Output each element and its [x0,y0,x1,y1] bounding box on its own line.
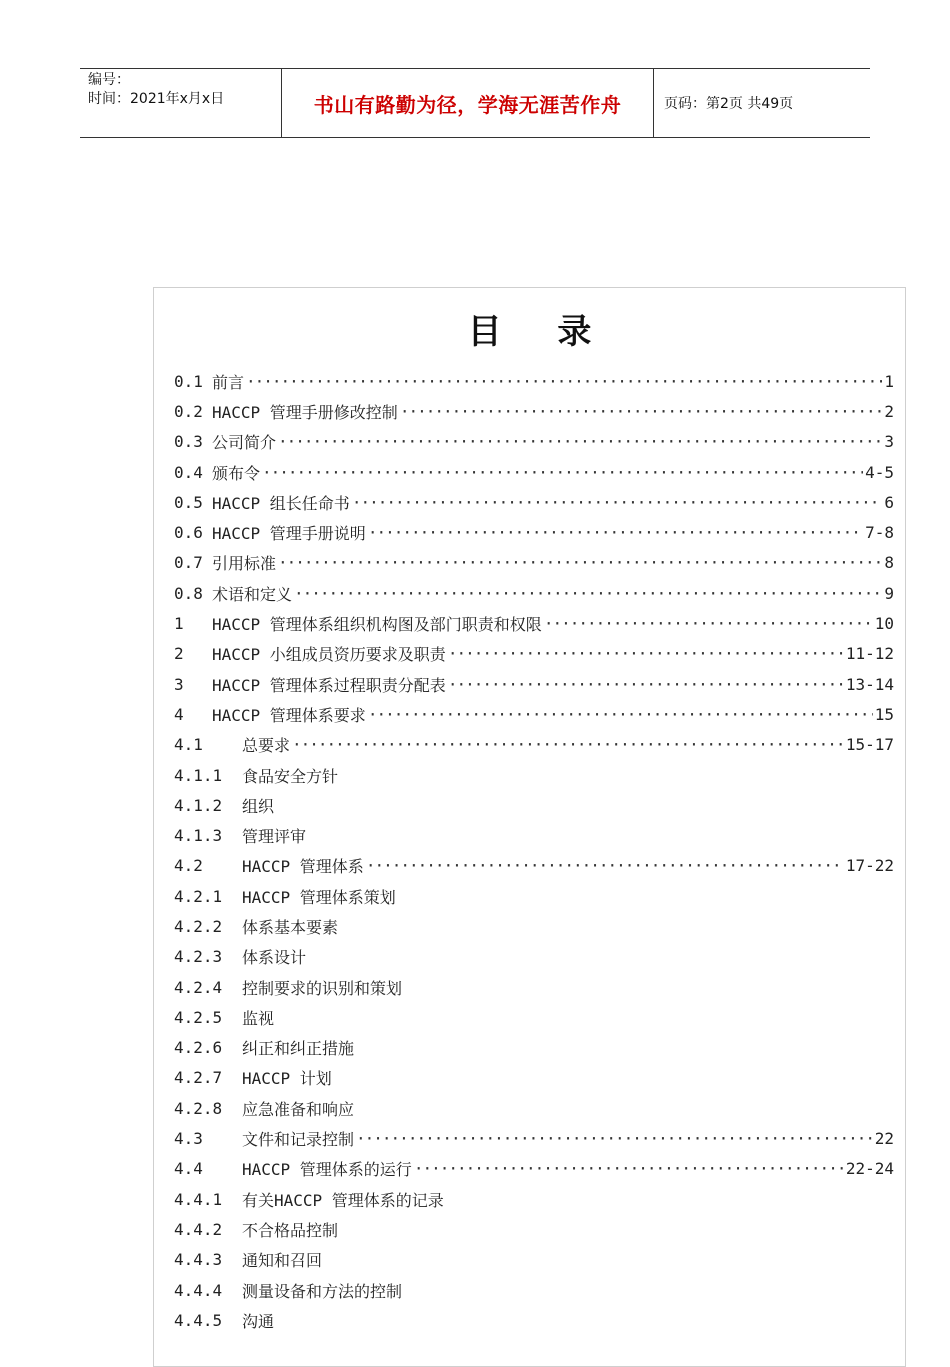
toc-entry-number: 0.8 [174,583,203,603]
toc-entry-number: 0.2 [174,401,203,421]
toc-entry-number: 4 [174,704,184,724]
toc-entry[interactable] [174,1305,894,1335]
toc-entry-number: 3 [174,674,184,694]
header-meta [80,69,282,137]
toc-entry-page: 1 [884,371,894,391]
toc-leader-dots [352,493,883,512]
toc-entry-title: 文件和记录控制 [242,1130,355,1150]
toc-title: 目 录 [467,312,614,352]
toc-entry-title: 不合格品控制 [242,1220,339,1240]
toc-entry-title: HACCP 管理手册修改控制 [212,402,398,422]
toc-entry-number: 0.6 [174,523,203,543]
toc-entry-page: 10 [874,614,894,634]
toc-entry-title: 术语和定义 [212,584,293,604]
toc-leader-dots [246,372,882,391]
toc-entry[interactable] [174,578,894,608]
toc-leader-dots [400,402,883,421]
toc-entry-title: HACCP 管理体系策划 [242,887,396,907]
toc-entry-title: 控制要求的识别和策划 [242,978,403,998]
toc-entry-title: HACCP 小组成员资历要求及职责 [212,645,446,665]
toc-entry-number: 4.2.2 [174,916,223,936]
toc-leader-dots [368,705,873,724]
toc-entry-title: 测量设备和方法的控制 [242,1281,403,1301]
toc-entry-number: 4.2.1 [174,886,223,906]
toc-leader-dots [368,523,863,542]
toc-entry-page: 4-5 [865,462,894,482]
toc-leader-dots [292,735,844,754]
toc-entry-title: 沟通 [242,1311,275,1331]
toc-entry-title: 管理评审 [242,827,307,847]
toc-entry[interactable] [174,760,894,790]
toc-entry-number: 0.1 [174,371,203,391]
toc-entry-number: 4.4 [174,1159,203,1179]
table-of-contents [153,287,906,1367]
toc-entry-title: 体系基本要素 [242,917,339,937]
toc-entry[interactable] [174,942,894,972]
toc-entry-title: HACCP 管理手册说明 [212,524,366,544]
toc-entry-number: 4.2.5 [174,1007,223,1027]
toc-entry-title: HACCP 组长任命书 [212,493,350,513]
toc-entry-number: 4.4.4 [174,1280,223,1300]
toc-leader-dots [294,584,882,603]
toc-entry[interactable] [174,396,894,426]
toc-leader-dots [356,1129,873,1148]
toc-entry[interactable] [174,366,894,396]
toc-entry-title: 通知和召回 [242,1251,323,1271]
toc-entry-number: 0.7 [174,553,203,573]
toc-entry-number: 4.4.1 [174,1189,223,1209]
toc-entry[interactable] [174,517,894,547]
toc-entry-page: 17-22 [845,856,894,876]
toc-entry-number: 4.2.7 [174,1068,223,1088]
toc-entry-title: HACCP 管理体系的运行 [242,1160,412,1180]
toc-entry-title: HACCP 计划 [242,1069,332,1089]
toc-entry[interactable] [174,1214,894,1244]
toc-entry-title: 公司简介 [212,433,277,453]
toc-leader-dots [544,614,873,633]
toc-leader-dots [278,553,882,572]
toc-entry-title: 颁布令 [212,463,261,483]
toc-entry[interactable] [174,911,894,941]
toc-entry-number: 4.1.1 [174,765,223,785]
toc-entry[interactable] [174,487,894,517]
toc-entry-page: 7-8 [865,523,894,543]
toc-entry-title: 有关HACCP 管理体系的记录 [242,1190,444,1210]
toc-entry[interactable] [174,972,894,1002]
toc-entry-page: 2 [884,401,894,421]
toc-entry[interactable] [174,730,894,760]
toc-entry-number: 4.4.3 [174,1250,223,1270]
document-time: 时间：2021年x月x日 [88,91,225,107]
toc-entry-number: 4.3 [174,1129,203,1149]
toc-entry-page: 15-17 [845,735,894,755]
toc-entry[interactable] [174,1245,894,1275]
toc-entry[interactable] [174,457,894,487]
toc-entry[interactable] [174,608,894,638]
toc-entry-title: 应急准备和响应 [242,1099,355,1119]
toc-entry[interactable] [174,1002,894,1032]
toc-entry-page: 15 [874,704,894,724]
toc-leader-dots [366,856,844,875]
toc-entry[interactable] [174,699,894,729]
toc-entry-title: 总要求 [242,736,291,756]
toc-leader-dots [448,644,844,663]
toc-entry-title: HACCP 管理体系 [242,857,364,877]
toc-leader-dots [414,1159,844,1178]
toc-entry-title: 食品安全方针 [242,766,339,786]
page-header [80,68,870,138]
toc-entry-number: 2 [174,644,184,664]
toc-entry[interactable] [174,639,894,669]
toc-entry[interactable] [174,1154,894,1184]
toc-entry-page: 3 [884,432,894,452]
toc-entry-title: 监视 [242,1008,275,1028]
toc-entry[interactable] [174,427,894,457]
toc-leader-dots [278,432,882,451]
toc-leader-dots [448,675,844,694]
toc-entry-title: 引用标准 [212,554,277,574]
toc-entry[interactable] [174,790,894,820]
toc-entry-number: 4.2 [174,856,203,876]
toc-entry-number: 4.2.6 [174,1038,223,1058]
toc-entry-number: 0.4 [174,462,203,482]
toc-entry-title: HACCP 管理体系组织机构图及部门职责和权限 [212,615,542,635]
document-number: 编号： [88,72,130,88]
toc-entry-page: 11-12 [845,644,894,664]
toc-entry-number: 4.1 [174,735,203,755]
toc-entry[interactable] [174,820,894,850]
toc-entry[interactable] [174,1123,894,1153]
header-motto-cell [282,69,654,137]
toc-entry-page: 22-24 [845,1159,894,1179]
toc-entry-number: 4.2.8 [174,1098,223,1118]
toc-entry-title: HACCP 管理体系过程职责分配表 [212,675,446,695]
toc-entry[interactable] [174,851,894,881]
toc-entry[interactable] [174,1184,894,1214]
toc-entry-title: 纠正和纠正措施 [242,1039,355,1059]
toc-entry-page: 13-14 [845,674,894,694]
header-motto: 书山有路勤为径，学海无涯苦作舟 [313,92,622,117]
toc-entry-page: 6 [884,492,894,512]
toc-entry-number: 0.3 [174,432,203,452]
toc-entry-page: 9 [884,583,894,603]
toc-entry-number: 1 [174,614,184,634]
header-page-info: 页码：第2页 共49页 [664,96,794,112]
toc-entries [174,366,894,1336]
toc-entry-number: 4.2.3 [174,947,223,967]
toc-entry-number: 4.4.5 [174,1310,223,1330]
toc-entry[interactable] [174,1033,894,1063]
toc-entry-number: 4.1.2 [174,795,223,815]
toc-entry-number: 0.5 [174,492,203,512]
toc-entry-title: 前言 [212,372,245,392]
toc-entry[interactable] [174,1063,894,1093]
toc-entry[interactable] [174,548,894,578]
toc-entry-number: 4.1.3 [174,826,223,846]
toc-entry-number: 4.4.2 [174,1219,223,1239]
toc-entry-number: 4.2.4 [174,977,223,997]
toc-entry[interactable] [174,1275,894,1305]
toc-entry-title: HACCP 管理体系要求 [212,705,366,725]
toc-entry-page: 8 [884,553,894,573]
toc-entry-title: 组织 [242,796,275,816]
toc-entry[interactable] [174,881,894,911]
toc-entry[interactable] [174,1093,894,1123]
toc-entry[interactable] [174,669,894,699]
toc-entry-page: 22 [874,1129,894,1149]
toc-leader-dots [262,463,863,482]
toc-entry-title: 体系设计 [242,948,307,968]
